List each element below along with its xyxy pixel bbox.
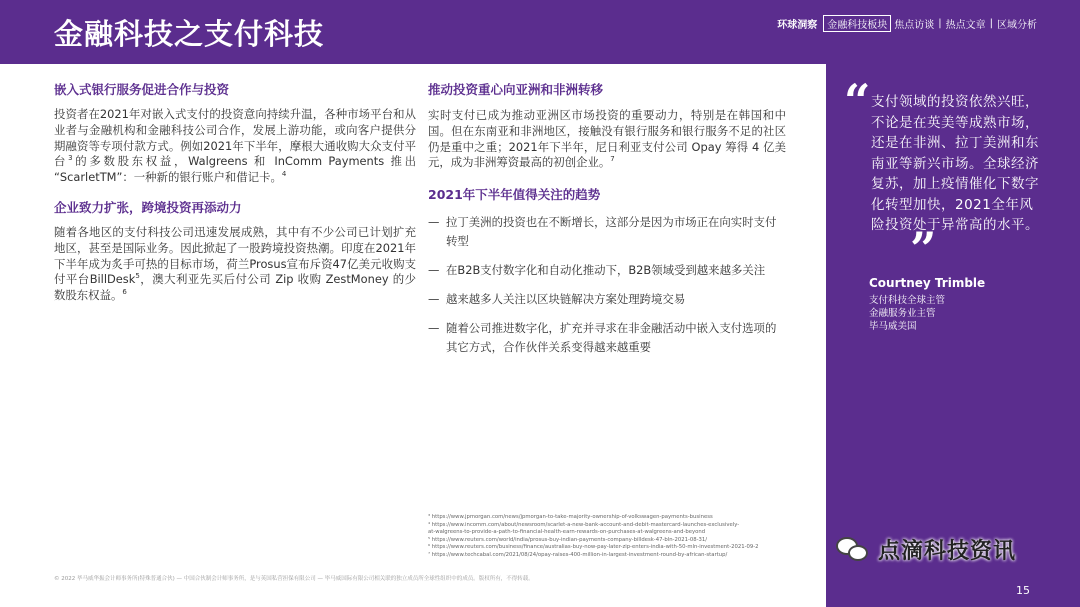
- nav-separator: |: [938, 18, 942, 29]
- section-title-embedded-banking: 嵌入式银行服务促进合作与投资: [54, 82, 230, 97]
- quote-panel: [826, 64, 1080, 607]
- quote-author: Courtney Trimble: [869, 276, 986, 290]
- top-navigation: [777, 15, 1040, 32]
- nav-item-hot-articles[interactable]: 热点文章: [945, 20, 986, 31]
- close-quote-icon: ”: [910, 222, 937, 276]
- section-title-asia-africa: 推动投资重心向亚洲和非洲转移: [428, 82, 604, 97]
- wechat-icon: [836, 535, 870, 565]
- list-item: — 拉丁美洲的投资也在不断增长，这部分是因为市场正在向实时支付转型: [428, 215, 777, 249]
- nav-item-focus-interviews[interactable]: 焦点访谈: [894, 20, 935, 31]
- section-title-trends: 2021年下半年值得关注的趋势: [428, 187, 601, 203]
- section-title-cross-border: 企业致力扩张，跨境投资再添动力: [54, 199, 242, 215]
- nav-brand[interactable]: 环球洞察: [777, 20, 818, 31]
- footnote-line[interactable]: ⁴ https://www.incomm.com/about/newsroom/scarlet-a-new-bank-account-and-debit-mastercard-launches-exclusively-: [428, 521, 740, 528]
- nav-item-fintech[interactable]: 金融科技板块: [823, 15, 891, 32]
- open-quote-icon: “: [844, 74, 871, 128]
- copyright-notice: © 2022 毕马威华振会计师事务所(特殊普通合伙) — 中国合伙制会计师事务所，是与英国私营担保有限公司 — 毕马威国际有限公司相关联的独立成员所全球性组织中的成员。版权所有，不得转载。: [54, 576, 534, 582]
- list-item: — 在B2B支付数字化和自动化推动下，B2B领域受到越来越多关注: [428, 261, 786, 280]
- paragraph-cross-border: 随着各地区的支付科技公司迅速发展成熟，其中有不少公司已计划扩充地区，甚至是国际业务。因此掀起了一股跨境投资热潮。印度在2021年下半年成为炙手可热的目标市场，荷兰Prosus宣布斥资47亿美元收购支付平台BillDesk$^5$，澳大利亚先买后付公司 Zip 收购 ZestMoney 的少数股东权益。$^6$: [54, 224, 416, 303]
- paragraph-embedded-banking: 投资者在2021年对嵌入式支付的投资意向持续升温，各种市场平台和从业者与金融机构和金融科技公司合作，发展上游功能，或向客户提供分期融资等专项付款方式。例如2021年下半年，摩根大通收购大众支付平台$^3$的多数股东权益，Walgreens 和 InComm Payments 推出 “ScarletTM”：一种新的银行账户和借记卡。$^4$: [54, 107, 416, 185]
- footnote-line[interactable]: ⁷ https://www.techcabal.com/2021/08/24/opay-raises-400-million-in-largest-investment-round-by-african-startup/: [428, 551, 728, 558]
- dash-bullet-icon: —: [428, 263, 440, 278]
- quote-text: 支付领域的投资依然兴旺，不论是在英美等成熟市场，还是在非洲、拉丁美洲和东南亚等新兴市场。全球经济复苏，加上疫情催化下数字化转型加快，2021全年风险投资处于异常高的水平。: [871, 94, 1039, 233]
- watermark: [836, 534, 1016, 565]
- footnote-line[interactable]: ⁶ https://www.reuters.com/business/finance/australias-buy-now-pay-later-zip-enters-india-with-50-mln-investment-2021-09-2: [428, 544, 759, 551]
- footnote-line[interactable]: at-walgreens-to-provide-a-path-to-financial-health-earn-rewards-on-purchases-at-walgreens-and-beyond: [428, 529, 706, 536]
- quote-author-role: 支付科技全球主管: [869, 295, 946, 306]
- footnote-line[interactable]: ⁵ https://www.reuters.com/world/india/prosus-buy-indian-payments-company-billdesk-47-bln-2021-08-31/: [428, 536, 708, 543]
- dash-bullet-icon: —: [428, 321, 440, 336]
- dash-bullet-icon: —: [428, 215, 440, 230]
- footnotes: [428, 514, 828, 560]
- middle-column: [428, 80, 786, 367]
- footnote-line[interactable]: ³ https://www.jpmorgan.com/news/jpmorgan-to-take-majority-ownership-of-volkswagen-payments-business: [428, 514, 713, 520]
- left-column: [54, 80, 416, 316]
- watermark-text: 点滴科技资讯: [878, 539, 1017, 564]
- nav-item-regional-analysis[interactable]: 区域分析: [997, 20, 1037, 31]
- page-title: 金融科技之支付科技: [54, 17, 325, 51]
- page-number: 15: [1016, 584, 1030, 597]
- list-item: — 随着公司推进数字化，扩充并寻求在非金融活动中嵌入支付选项的其它方式，合作伙伴关系变得越来越重要: [428, 321, 777, 355]
- dash-bullet-icon: —: [428, 292, 440, 307]
- quote-author-role: 金融服务业主管: [869, 308, 936, 319]
- header-bar: [0, 0, 1080, 64]
- list-item: — 越来越多人关注以区块链解决方案处理跨境交易: [428, 290, 786, 309]
- trends-list: [428, 213, 786, 357]
- nav-separator: |: [989, 18, 993, 29]
- quote-author-role: 毕马威美国: [869, 321, 917, 332]
- paragraph-asia-africa: 实时支付已成为推动亚洲区市场投资的重要动力，特别是在韩国和中国。但在东南亚和非洲地区，接触没有银行服务和银行服务不足的社区仍是重中之重；2021年下半年，尼日利亚支付公司 Opay 筹得 4 亿美元，成为非洲筹资最高的初创企业。$^7$: [428, 108, 786, 170]
